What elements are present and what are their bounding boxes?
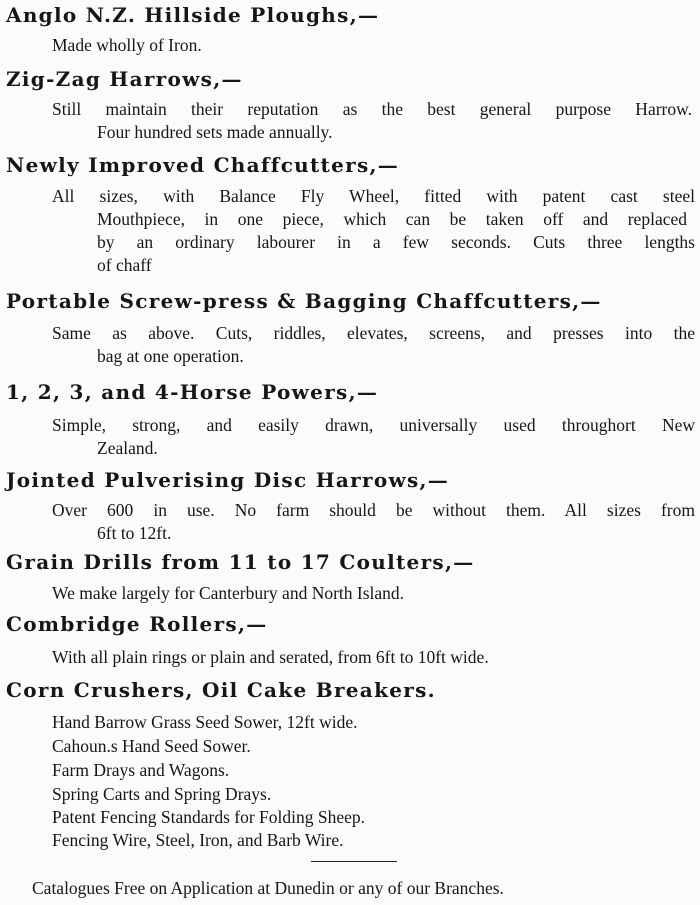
footer-catalogue-note: Catalogues Free on Application at Dunedin or any of our Branches.: [32, 878, 504, 898]
text-line: bag at one operation.: [97, 346, 244, 366]
heading-screw-press-chaffcutters: Portable Screw-press & Bagging Chaffcutters,—: [6, 289, 602, 313]
heading-horse-powers: 1, 2, 3, and 4-Horse Powers,—: [6, 380, 379, 404]
list-item: Patent Fencing Standards for Folding Sheep.: [52, 807, 366, 827]
heading-chaffcutters: Newly Improved Chaffcutters,—: [6, 153, 400, 177]
divider-rule: [311, 861, 397, 862]
text-line: We make largely for Canterbury and North Island.: [52, 583, 405, 603]
text-line: Made wholly of Iron.: [52, 35, 202, 55]
text-line: by an ordinary labourer in a few seconds. Cuts three lengths: [97, 232, 695, 252]
text-line: Zealand.: [97, 438, 158, 458]
heading-combridge-rollers: Combridge Rollers,—: [6, 612, 268, 636]
text-line: Same as above. Cuts, riddles, elevates, screens, and presses into the: [52, 323, 695, 343]
heading-grain-drills: Grain Drills from 11 to 17 Coulters,—: [6, 550, 475, 574]
text-line: Four hundred sets made annually.: [97, 122, 333, 142]
heading-zig-zag-harrows: Zig-Zag Harrows,—: [6, 67, 243, 91]
heading-corn-crushers: Corn Crushers, Oil Cake Breakers.: [6, 678, 436, 702]
heading-hillside-ploughs: Anglo N.Z. Hillside Ploughs,—: [6, 3, 380, 27]
text-line: 6ft to 12ft.: [97, 523, 172, 543]
text-line: Over 600 in use. No farm should be without them. All sizes from: [52, 500, 695, 520]
text-line: of chaff: [97, 255, 152, 275]
list-item: Cahoun.s Hand Seed Sower.: [52, 736, 251, 756]
list-item: Spring Carts and Spring Drays.: [52, 784, 272, 804]
text-line: Mouthpiece, in one piece, which can be taken off and replaced: [97, 209, 687, 229]
list-item: Fencing Wire, Steel, Iron, and Barb Wire.: [52, 830, 344, 850]
text-line: With all plain rings or plain and serated, from 6ft to 10ft wide.: [52, 647, 489, 667]
text-line: Still maintain their reputation as the best general purpose Harrow.: [52, 99, 692, 119]
text-line: All sizes, with Balance Fly Wheel, fitted with patent cast steel: [52, 186, 695, 206]
text-line: Simple, strong, and easily drawn, universally used throughort New: [52, 415, 695, 435]
heading-disc-harrows: Jointed Pulverising Disc Harrows,—: [6, 468, 450, 492]
list-item: Farm Drays and Wagons.: [52, 760, 230, 780]
list-item: Hand Barrow Grass Seed Sower, 12ft wide.: [52, 712, 358, 732]
